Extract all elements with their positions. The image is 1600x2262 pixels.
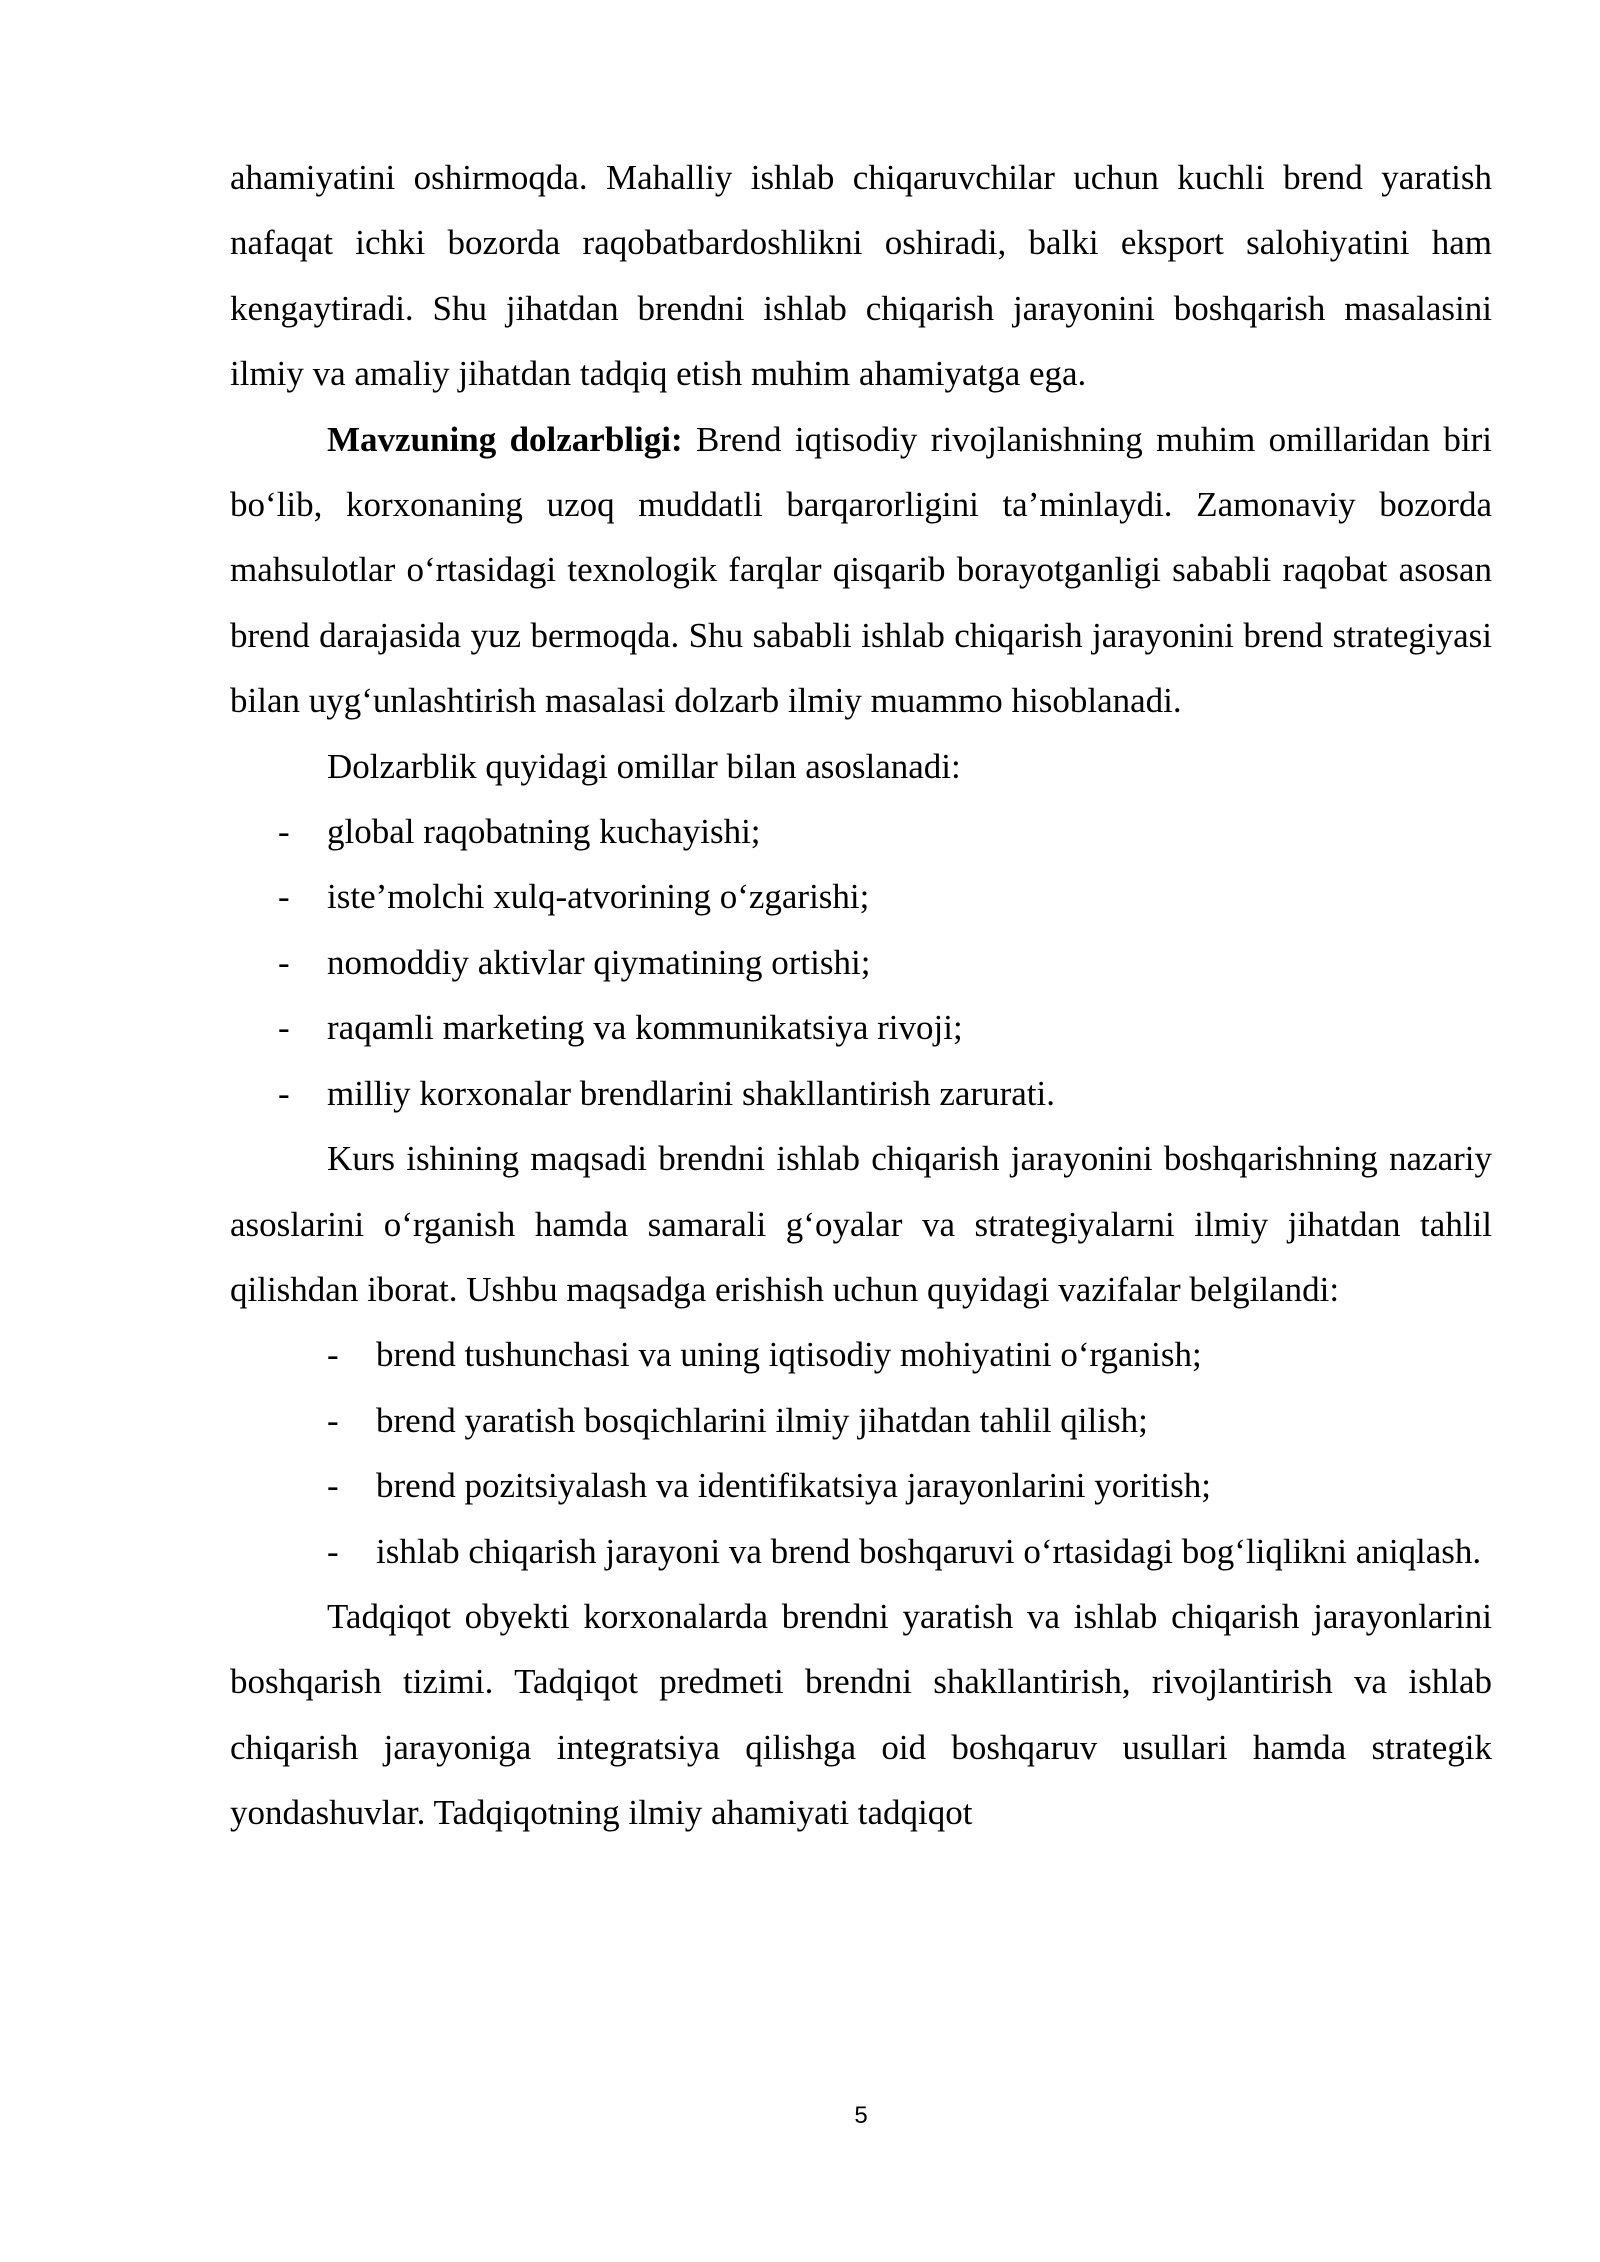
dash-marker: - xyxy=(327,1400,339,1440)
list-item: - nomoddiy aktivlar qiymatining ortishi; xyxy=(230,930,1492,995)
tasks-list xyxy=(230,1322,1492,1584)
paragraph-factors-intro: Dolzarblik quyidagi omillar bilan asoslanadi: xyxy=(327,746,961,786)
dash-marker: - xyxy=(327,1335,339,1375)
dash-marker: - xyxy=(278,1073,290,1113)
list-item: - raqamli marketing va kommunikatsiya rivoji; xyxy=(230,995,1492,1060)
dash-marker: - xyxy=(278,1008,290,1048)
paragraph-relevance xyxy=(230,407,1492,734)
dash-marker: - xyxy=(327,1531,339,1571)
paragraph-research-object: Tadqiqot obyekti korxonalarda brendni yaratish va ishlab chiqarish jarayonlarini boshqarish tizimi. Tadqiqot predmeti brendni shakllantirish, rivojlantirish va ishlab chiqarish jarayoniga integratsiya qilishga oid boshqaruv usullari hamda strategik yondashuvlar. Tadqiqotning ilmiy ahamiyati tadqiqot xyxy=(230,1596,1492,1833)
dash-marker: - xyxy=(327,1466,339,1506)
dash-marker: - xyxy=(278,877,290,917)
list-item: - brend pozitsiyalash va identifikatsiya jarayonlarini yoritish; xyxy=(230,1453,1492,1518)
list-item: - brend tushunchasi va uning iqtisodiy mohiyatini o‘rganish; xyxy=(230,1322,1492,1387)
list-item: - milliy korxonalar brendlarini shakllantirish zarurati. xyxy=(230,1061,1492,1126)
list-item: - brend yaratish bosqichlarini ilmiy jihatdan tahlil qilish; xyxy=(230,1388,1492,1453)
relevance-heading: Mavzuning dolzarbligi: xyxy=(327,419,683,459)
factors-list xyxy=(230,799,1492,1126)
dash-marker: - xyxy=(278,942,290,982)
dash-marker: - xyxy=(278,812,290,852)
paragraph-intro-continuation: ahamiyatini oshirmoqda. Mahalliy ishlab chiqaruvchilar uchun kuchli brend yaratish nafaqat ichki bozorda raqobatbardoshlikni oshiradi, balki eksport salohiyatini ham kengaytiradi. Shu jihatdan brendni ishlab chiqarish jarayonini boshqarish masalasini ilmiy va amaliy jihatdan tadqiq etish muhim ahamiyatga ega. xyxy=(230,158,1492,394)
list-item: - global raqobatning kuchayishi; xyxy=(230,799,1492,864)
page-number: 5 xyxy=(854,2102,868,2129)
paragraph-goal: Kurs ishining maqsadi brendni ishlab chiqarish jarayonini boshqarishning nazariy asoslarini o‘rganish hamda samarali g‘oyalar va strategiyalarni ilmiy jihatdan tahlil qilishdan iborat. Ushbu maqsadga erishish uchun quyidagi vazifalar belgilandi: xyxy=(230,1139,1492,1309)
list-item: - iste’molchi xulq-atvorining o‘zgarishi; xyxy=(230,864,1492,929)
document-page xyxy=(230,145,1492,1846)
list-item: - ishlab chiqarish jarayoni va brend boshqaruvi o‘rtasidagi bog‘liqlikni aniqlash. xyxy=(230,1519,1492,1584)
relevance-text: Brend iqtisodiy rivojlanishning muhim omillaridan biri bo‘lib, korxonaning uzoq muddatli barqarorligini ta’minlaydi. Zamonaviy bozorda mahsulotlar o‘rtasidagi texnologik farqlar qisqarib borayotganligi sababli raqobat asosan brend darajasida yuz bermoqda. Shu sababli ishlab chiqarish jarayonini brend strategiyasi bilan uyg‘unlashtirish masalasi dolzarb ilmiy muammo hisoblanadi. xyxy=(230,419,1492,721)
